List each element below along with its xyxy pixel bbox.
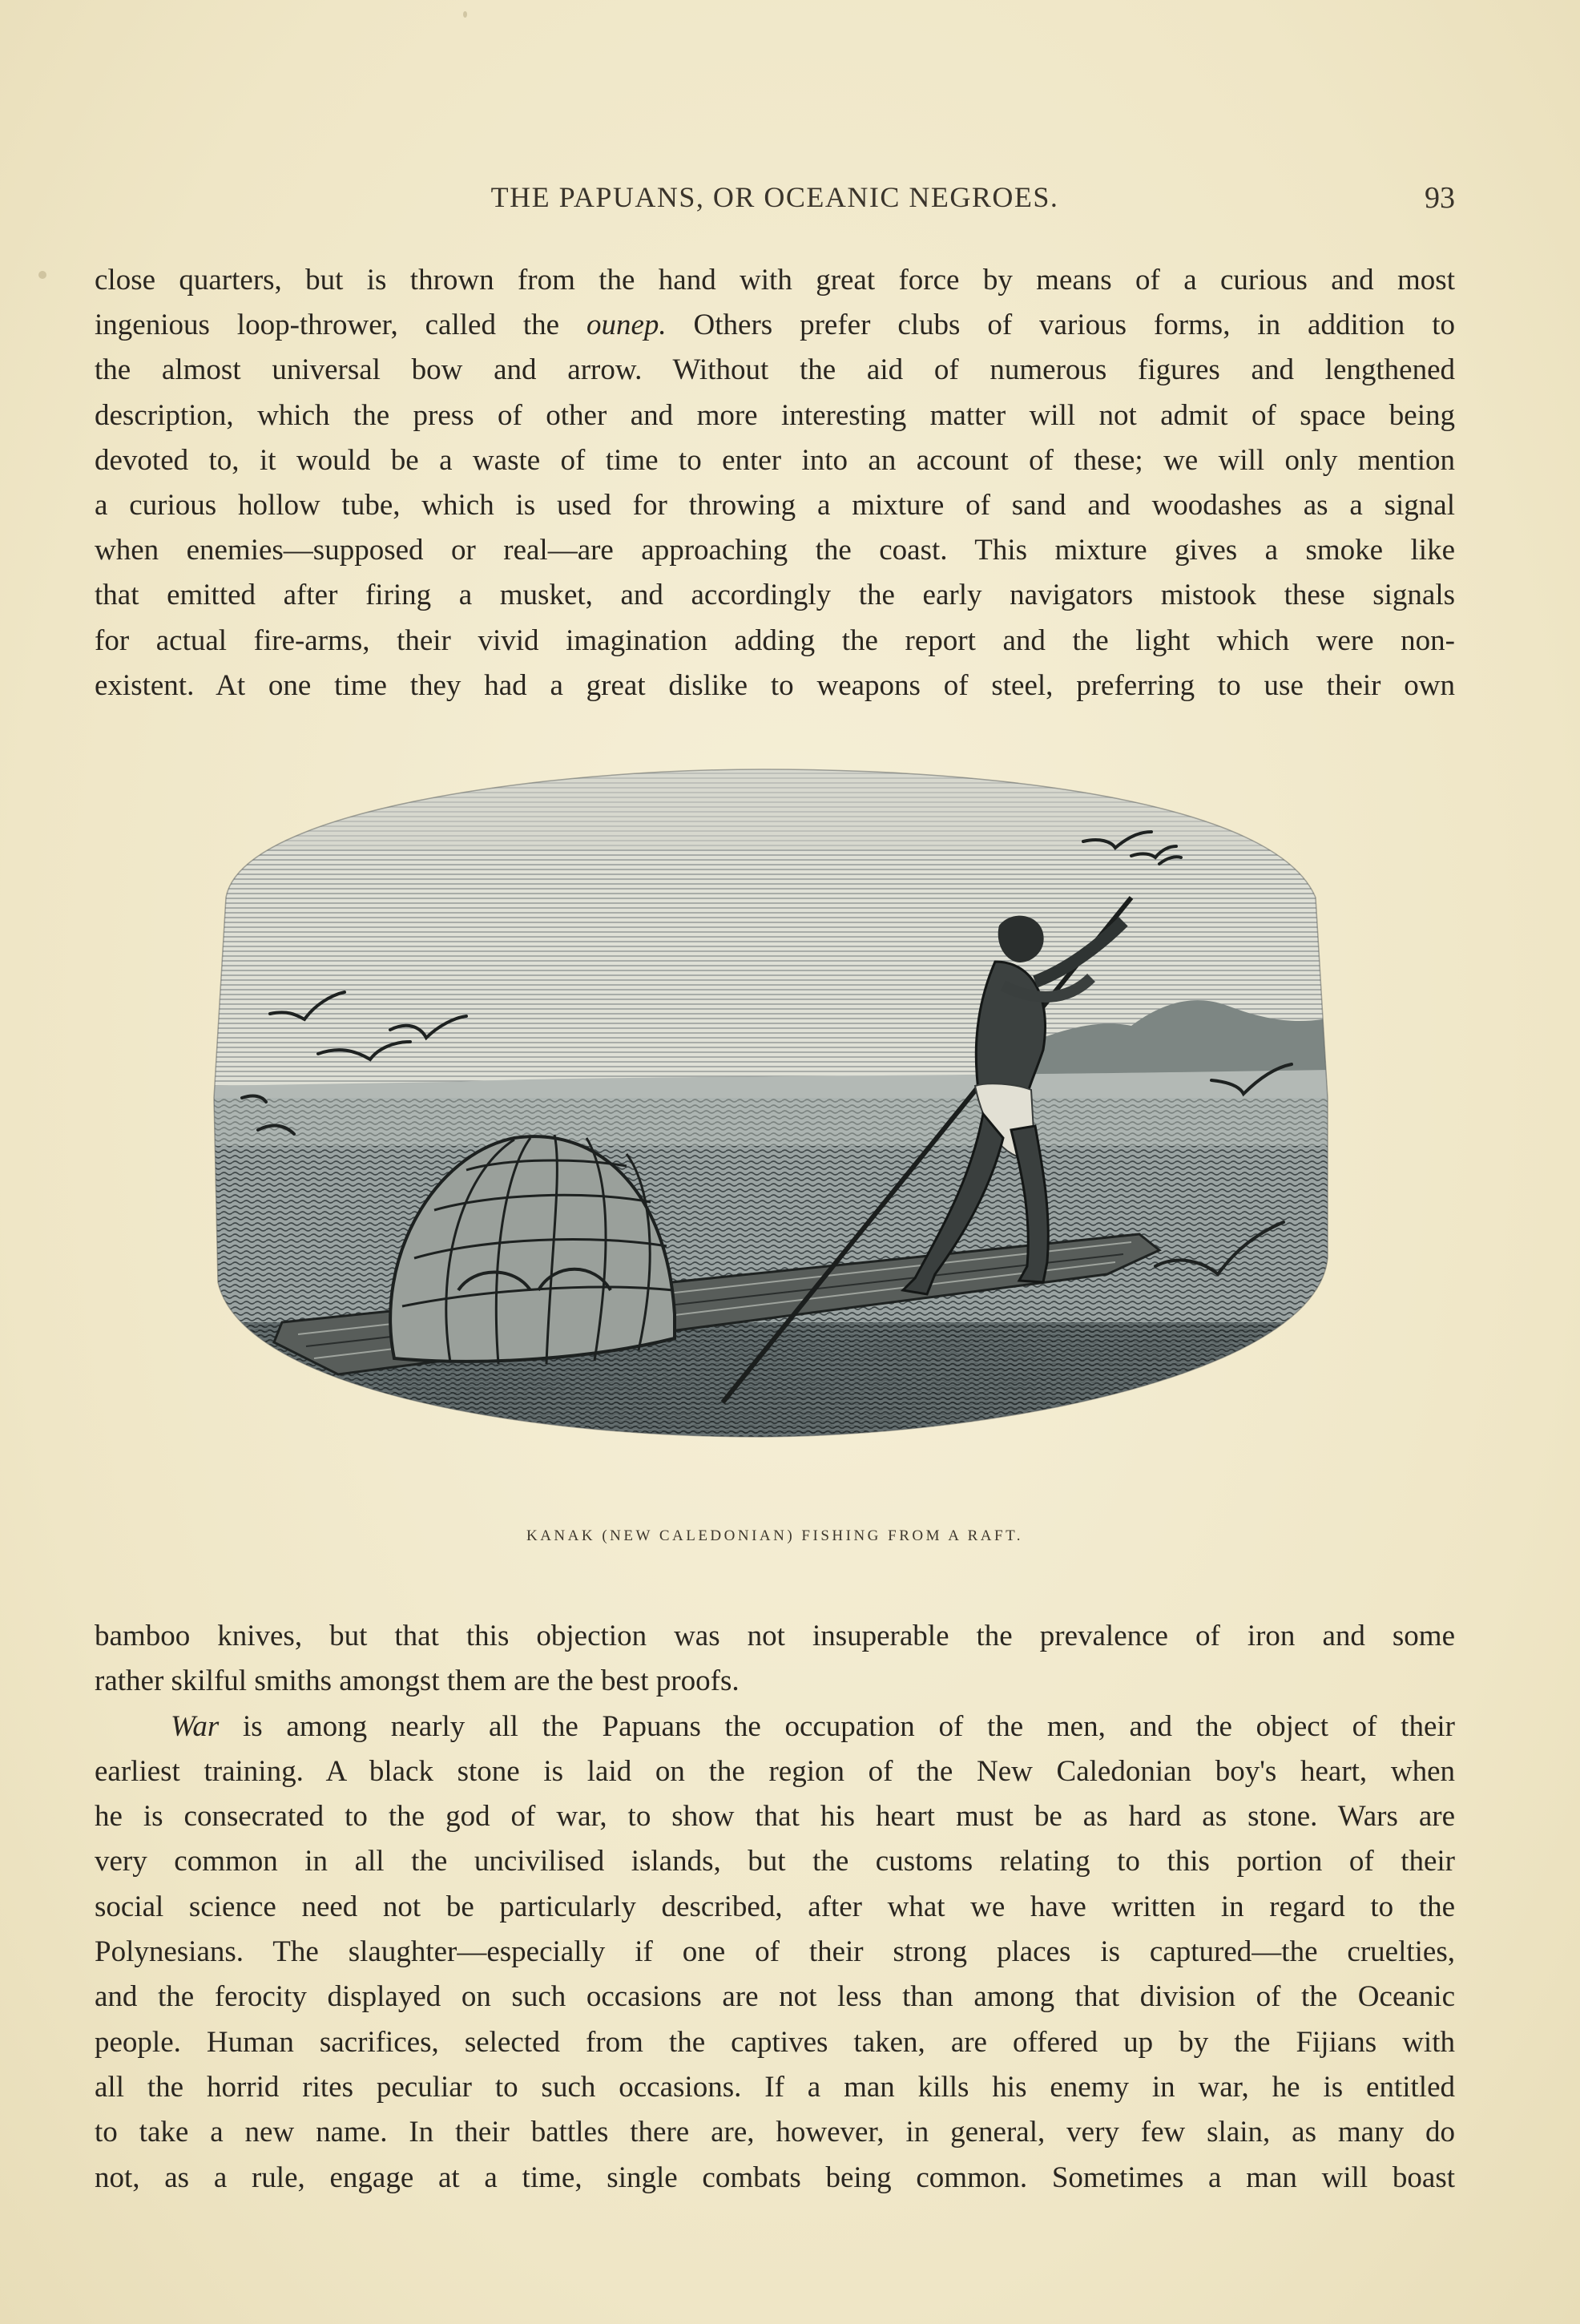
text-line: not, as a rule, engage at a time, single combats being common. Sometimes a man will boast (95, 2161, 1455, 2194)
text-line: description, which the press of other and more interesting matter will not admit of space being (95, 398, 1455, 432)
text-line: to take a new name. In their battles there are, however, in general, very few slain, as many do (95, 2116, 1455, 2149)
paragraph-bottom (95, 1614, 1455, 2201)
page-number: 93 (1425, 181, 1455, 215)
text-line: the almost universal bow and arrow. Without the aid of numerous figures and lengthened (95, 353, 1455, 387)
italic-term: ounep. (586, 309, 667, 342)
text-line: bamboo knives, but that this objection was not insuperable the prevalence of iron and some (95, 1620, 1455, 1652)
text-line: people. Human sacrifices, selected from the captives taken, are offered up by the Fijians with (95, 2025, 1455, 2059)
figure-caption: KANAK (NEW CALEDONIAN) FISHING FROM A RAFT. (526, 1527, 1024, 1544)
engraving-illustration (210, 761, 1332, 1442)
text-line: devoted to, it would be a waste of time to enter into an account of these; we will only mention (95, 443, 1455, 477)
running-title: THE PAPUANS, OR OCEANIC NEGROES. (490, 181, 1059, 213)
text-fragment: is among nearly all the Papuans the occupation of the men, and the object of their (219, 1709, 1455, 1743)
text-fragment: ingenious loop-thrower, called the (95, 309, 586, 342)
text-line: when enemies—supposed or real—are approaching the coast. This mixture gives a smoke like (95, 534, 1455, 567)
text-line: earliest training. A black stone is laid on the region of the New Caledonian boy's heart, when (95, 1754, 1455, 1788)
paper-speck (463, 11, 467, 18)
text-line: social science need not be particularly described, after what we have written in regard to the (95, 1890, 1455, 1923)
italic-term: War (171, 1709, 220, 1743)
engraving-art (210, 761, 1332, 1442)
paragraph-top (95, 258, 1455, 708)
text-line: close quarters, but is thrown from the hand with great force by means of a curious and most (95, 264, 1455, 297)
text-line: very common in all the uncivilised islands, but the customs relating to this portion of their (95, 1845, 1455, 1878)
text-line: a curious hollow tube, which is used for throwing a mixture of sand and woodashes as a signal (95, 488, 1455, 522)
text-line (95, 1705, 1455, 1749)
text-line: existent. At one time they had a great dislike to weapons of steel, preferring to use their own (95, 668, 1455, 702)
text-line: he is consecrated to the god of war, to show that his heart must be as hard as stone. Wars are (95, 1800, 1455, 1834)
text-line: and the ferocity displayed on such occasions are not less than among that division of the Oceanic (95, 1980, 1455, 2014)
text-line: rather skilful smiths amongst them are the best proofs. (95, 1664, 740, 1698)
text-line: that emitted after firing a musket, and accordingly the early navigators mistook these signals (95, 579, 1455, 612)
text-fragment: Others prefer clubs of various forms, in addition to (666, 309, 1455, 342)
text-line: all the horrid rites peculiar to such occasions. If a man kills his enemy in war, he is entitled (95, 2070, 1455, 2104)
paper-speck (38, 271, 46, 279)
text-line: for actual fire-arms, their vivid imagination adding the report and the light which were non- (95, 623, 1455, 657)
running-head (95, 180, 1455, 220)
text-line: Polynesians. The slaughter—especially if one of their strong places is captured—the cruelties, (95, 1935, 1455, 1969)
text-line (95, 303, 1455, 348)
